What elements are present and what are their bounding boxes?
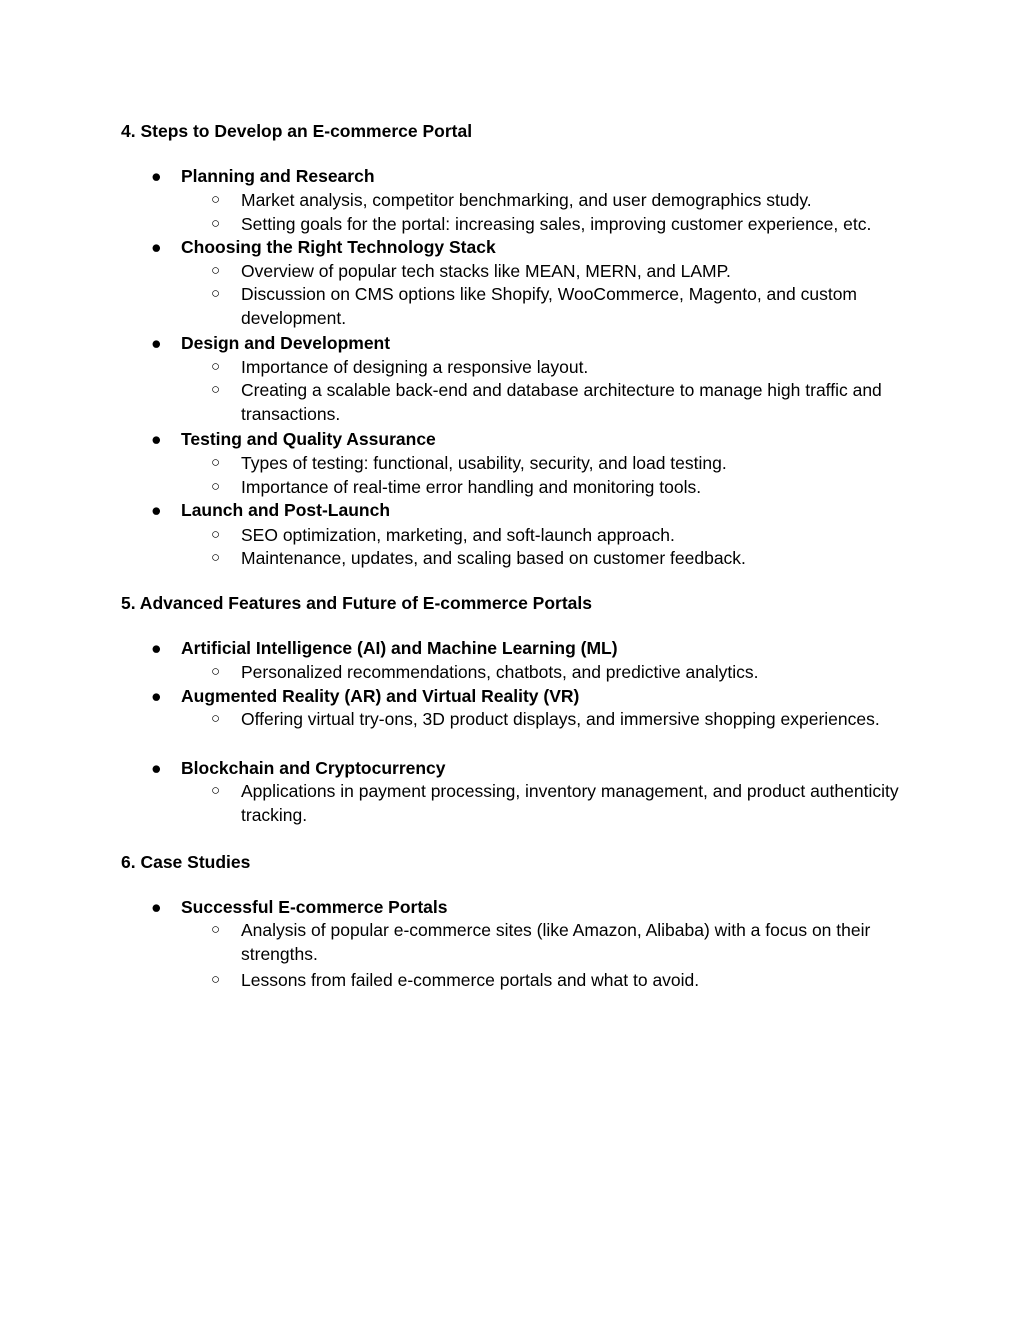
sub-bullet-icon: ○ — [211, 381, 221, 398]
list-item: SEO optimization, marketing, and soft-launch approach. — [241, 525, 675, 545]
bullet-icon: ● — [151, 686, 162, 706]
list-item: Types of testing: functional, usability, security, and load testing. — [241, 453, 727, 473]
bullet-icon: ● — [151, 897, 162, 917]
list-item: Lessons from failed e-commerce portals and what to avoid. — [241, 970, 700, 990]
list-item: Applications in payment processing, inventory management, and product authenticity tracking. — [241, 781, 899, 825]
list-item: Overview of popular tech stacks like MEAN, MERN, and LAMP. — [241, 261, 731, 281]
item-title: Blockchain and Cryptocurrency — [181, 758, 446, 778]
item-title: Artificial Intelligence (AI) and Machine Learning (ML) — [181, 638, 618, 658]
sub-bullet-icon: ○ — [211, 358, 221, 375]
list-item: Importance of real-time error handling and monitoring tools. — [241, 477, 702, 497]
sub-bullet-icon: ○ — [211, 526, 221, 543]
sub-bullet-icon: ○ — [211, 215, 221, 232]
sub-bullet-icon: ○ — [211, 454, 221, 471]
list-item: Discussion on CMS options like Shopify, WooCommerce, Magento, and custom development. — [241, 284, 858, 328]
item-title: Testing and Quality Assurance — [181, 429, 436, 449]
sub-bullet-icon: ○ — [211, 971, 221, 988]
item-title: Successful E-commerce Portals — [181, 897, 448, 917]
item-title: Launch and Post-Launch — [181, 500, 391, 520]
bullet-icon: ● — [151, 237, 162, 257]
sub-bullet-icon: ○ — [211, 285, 221, 302]
list-item: Personalized recommendations, chatbots, and predictive analytics. — [241, 662, 759, 682]
list-item: Setting goals for the portal: increasing sales, improving customer experience, etc. — [241, 214, 872, 234]
item-title: Design and Development — [181, 333, 391, 353]
sub-bullet-icon: ○ — [211, 782, 221, 799]
bullet-icon: ● — [151, 758, 162, 778]
item-title: Augmented Reality (AR) and Virtual Reality (VR) — [181, 686, 580, 706]
sub-bullet-icon: ○ — [211, 262, 221, 279]
bullet-icon: ● — [151, 638, 162, 658]
sub-bullet-icon: ○ — [211, 663, 221, 680]
item-title: Planning and Research — [181, 166, 375, 186]
list-item: Analysis of popular e-commerce sites (like Amazon, Alibaba) with a focus on their strengths. — [241, 920, 871, 964]
sub-bullet-icon: ○ — [211, 478, 221, 495]
list-item: Importance of designing a responsive layout. — [241, 357, 589, 377]
sub-bullet-icon: ○ — [211, 549, 221, 566]
section-heading: 4. Steps to Develop an E-commerce Portal — [121, 121, 473, 141]
list-item: Creating a scalable back-end and database architecture to manage high traffic and transactions. — [241, 380, 882, 424]
bullet-icon: ● — [151, 333, 162, 353]
sub-bullet-icon: ○ — [211, 921, 221, 938]
list-item: Offering virtual try-ons, 3D product displays, and immersive shopping experiences. — [241, 709, 880, 729]
section-heading: 6. Case Studies — [121, 852, 251, 872]
sub-bullet-icon: ○ — [211, 191, 221, 208]
bullet-icon: ● — [151, 166, 162, 186]
item-title: Choosing the Right Technology Stack — [181, 237, 496, 257]
bullet-icon: ● — [151, 500, 162, 520]
list-item: Market analysis, competitor benchmarking, and user demographics study. — [241, 190, 812, 210]
bullet-icon: ● — [151, 429, 162, 449]
section-heading: 5. Advanced Features and Future of E-commerce Portals — [121, 593, 593, 613]
list-item: Maintenance, updates, and scaling based on customer feedback. — [241, 548, 746, 568]
sub-bullet-icon: ○ — [211, 710, 221, 727]
